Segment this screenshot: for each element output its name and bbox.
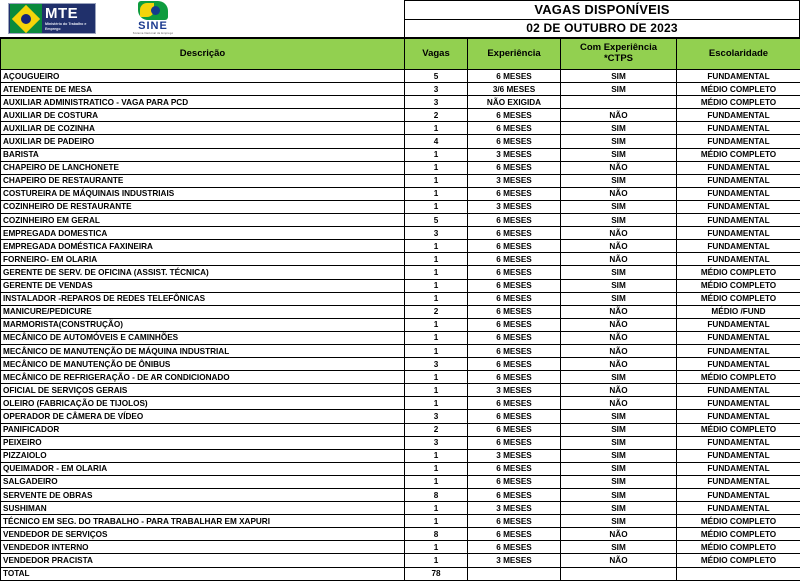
cell-vagas: 1 [405, 331, 468, 344]
cell-descricao: COZINHEIRO EM GERAL [1, 214, 405, 227]
cell-vagas: 1 [405, 187, 468, 200]
cell-vagas: 1 [405, 161, 468, 174]
cell-escolaridade: FUNDAMENTAL [677, 475, 800, 488]
page-title: VAGAS DISPONÍVEIS [405, 1, 799, 20]
cell-escolaridade: FUNDAMENTAL [677, 331, 800, 344]
ctps-header-line2: *CTPS [603, 53, 634, 64]
cell-escolaridade: MÉDIO COMPLETO [677, 541, 800, 554]
cell-escolaridade: FUNDAMENTAL [677, 397, 800, 410]
cell-descricao: SERVENTE DE OBRAS [1, 489, 405, 502]
cell-descricao: AUXILIAR DE COZINHA [1, 122, 405, 135]
table-row [1, 200, 800, 213]
cell-ctps: SIM [561, 70, 677, 83]
sine-logo [122, 1, 184, 37]
table-row [1, 214, 800, 227]
cell-experiencia: 3 MESES [468, 554, 561, 567]
table-row [1, 96, 800, 109]
cell-descricao: CHAPEIRO DE RESTAURANTE [1, 174, 405, 187]
cell-descricao: CHAPEIRO DE LANCHONETE [1, 161, 405, 174]
cell-experiencia: 3 MESES [468, 384, 561, 397]
cell-escolaridade: MÉDIO COMPLETO [677, 528, 800, 541]
cell-descricao: PANIFICADOR [1, 423, 405, 436]
cell-descricao: OPERADOR DE CÂMERA DE VÍDEO [1, 410, 405, 423]
cell-experiencia: 6 MESES [468, 397, 561, 410]
cell-vagas: 78 [405, 567, 468, 580]
cell-ctps: SIM [561, 266, 677, 279]
table-body [1, 70, 800, 581]
cell-ctps: SIM [561, 200, 677, 213]
cell-experiencia: 6 MESES [468, 70, 561, 83]
cell-escolaridade [677, 567, 800, 580]
cell-escolaridade: MÉDIO COMPLETO [677, 96, 800, 109]
cell-escolaridade: FUNDAMENTAL [677, 489, 800, 502]
cell-escolaridade: MÉDIO COMPLETO [677, 292, 800, 305]
cell-experiencia: 6 MESES [468, 214, 561, 227]
cell-escolaridade: FUNDAMENTAL [677, 410, 800, 423]
table-header [1, 39, 800, 70]
cell-ctps: SIM [561, 462, 677, 475]
cell-vagas: 1 [405, 174, 468, 187]
cell-experiencia: 6 MESES [468, 541, 561, 554]
cell-vagas: 3 [405, 436, 468, 449]
cell-experiencia: 6 MESES [468, 187, 561, 200]
cell-descricao: FORNEIRO- EM OLARIA [1, 253, 405, 266]
cell-descricao: MARMORISTA(CONSTRUÇÃO) [1, 318, 405, 331]
cell-escolaridade: FUNDAMENTAL [677, 135, 800, 148]
table-row [1, 331, 800, 344]
cell-vagas: 1 [405, 462, 468, 475]
cell-descricao: COZINHEIRO DE RESTAURANTE [1, 200, 405, 213]
cell-vagas: 4 [405, 135, 468, 148]
mte-acronym: MTE [45, 5, 79, 23]
cell-descricao: QUEIMADOR - EM OLARIA [1, 462, 405, 475]
column-header-escolaridade: Escolaridade [677, 39, 800, 70]
column-header-descricao: Descrição [1, 39, 405, 70]
cell-ctps: NÃO [561, 331, 677, 344]
cell-ctps: SIM [561, 292, 677, 305]
cell-ctps: SIM [561, 423, 677, 436]
cell-experiencia: 6 MESES [468, 161, 561, 174]
cell-descricao: PEIXEIRO [1, 436, 405, 449]
cell-ctps: NÃO [561, 358, 677, 371]
cell-descricao: OLEIRO (FABRICAÇÃO DE TIJOLOS) [1, 397, 405, 410]
cell-experiencia: 3 MESES [468, 174, 561, 187]
column-header-vagas: Vagas [405, 39, 468, 70]
brazil-flag-icon [10, 4, 42, 33]
table-row [1, 397, 800, 410]
cell-ctps: SIM [561, 122, 677, 135]
header-row [1, 39, 800, 70]
cell-experiencia: 6 MESES [468, 410, 561, 423]
cell-descricao: SUSHIMAN [1, 502, 405, 515]
cell-ctps: NÃO [561, 253, 677, 266]
cell-ctps: SIM [561, 436, 677, 449]
table-row [1, 528, 800, 541]
cell-experiencia: 6 MESES [468, 528, 561, 541]
table-row [1, 410, 800, 423]
cell-vagas: 8 [405, 528, 468, 541]
cell-ctps: NÃO [561, 397, 677, 410]
cell-ctps: SIM [561, 541, 677, 554]
cell-descricao: VENDEDOR INTERNO [1, 541, 405, 554]
column-header-experiencia: Experiência [468, 39, 561, 70]
cell-escolaridade: FUNDAMENTAL [677, 200, 800, 213]
cell-descricao: MECÂNICO DE REFRIGERAÇÃO - DE AR CONDICIONADO [1, 371, 405, 384]
cell-ctps: SIM [561, 148, 677, 161]
cell-descricao: AÇOUGUEIRO [1, 70, 405, 83]
sine-subtitle: Sistema Nacional de Emprego [132, 32, 174, 36]
cell-ctps: SIM [561, 83, 677, 96]
table-row [1, 371, 800, 384]
cell-vagas: 1 [405, 541, 468, 554]
cell-descricao: VENDEDOR DE SERVIÇOS [1, 528, 405, 541]
cell-ctps: NÃO [561, 227, 677, 240]
cell-experiencia: 6 MESES [468, 436, 561, 449]
cell-experiencia: 6 MESES [468, 331, 561, 344]
table-row [1, 462, 800, 475]
title-block [404, 0, 800, 38]
cell-vagas: 3 [405, 410, 468, 423]
cell-escolaridade: FUNDAMENTAL [677, 174, 800, 187]
cell-experiencia: 3 MESES [468, 502, 561, 515]
cell-vagas: 2 [405, 305, 468, 318]
table-row [1, 227, 800, 240]
cell-experiencia: 3 MESES [468, 200, 561, 213]
table-row [1, 423, 800, 436]
cell-descricao: COSTUREIRA DE MÁQUINAIS INDUSTRIAIS [1, 187, 405, 200]
cell-experiencia: 6 MESES [468, 253, 561, 266]
table-row [1, 174, 800, 187]
cell-descricao: TOTAL [1, 567, 405, 580]
cell-escolaridade: FUNDAMENTAL [677, 240, 800, 253]
vacancies-table [0, 38, 800, 581]
cell-vagas: 1 [405, 515, 468, 528]
cell-vagas: 2 [405, 109, 468, 122]
cell-ctps: NÃO [561, 318, 677, 331]
cell-vagas: 8 [405, 489, 468, 502]
column-header-com-experiencia-ctps [561, 39, 677, 70]
cell-descricao: MECÂNICO DE AUTOMÓVEIS E CAMINHÕES [1, 331, 405, 344]
table-row [1, 515, 800, 528]
cell-experiencia: 3/6 MESES [468, 83, 561, 96]
cell-ctps: SIM [561, 449, 677, 462]
table-row [1, 436, 800, 449]
cell-experiencia [468, 567, 561, 580]
cell-ctps: SIM [561, 135, 677, 148]
cell-experiencia: 6 MESES [468, 423, 561, 436]
cell-experiencia: 6 MESES [468, 109, 561, 122]
cell-escolaridade: MÉDIO COMPLETO [677, 515, 800, 528]
cell-descricao: GERENTE DE VENDAS [1, 279, 405, 292]
cell-escolaridade: MÉDIO COMPLETO [677, 554, 800, 567]
cell-experiencia: 6 MESES [468, 122, 561, 135]
table-row [1, 358, 800, 371]
cell-experiencia: 6 MESES [468, 475, 561, 488]
cell-vagas: 1 [405, 266, 468, 279]
cell-experiencia: NÃO EXIGIDA [468, 96, 561, 109]
cell-ctps: NÃO [561, 187, 677, 200]
sine-name: SINE [138, 20, 168, 32]
cell-vagas: 1 [405, 344, 468, 357]
cell-vagas: 1 [405, 200, 468, 213]
cell-experiencia: 6 MESES [468, 305, 561, 318]
cell-descricao: AUXILIAR ADMINISTRATICO - VAGA PARA PCD [1, 96, 405, 109]
cell-escolaridade: MÉDIO COMPLETO [677, 83, 800, 96]
cell-descricao: MECÂNICO DE MANUTENÇÃO DE ÔNIBUS [1, 358, 405, 371]
table-row [1, 318, 800, 331]
table-row [1, 475, 800, 488]
cell-escolaridade: FUNDAMENTAL [677, 187, 800, 200]
table-row [1, 83, 800, 96]
cell-escolaridade: FUNDAMENTAL [677, 384, 800, 397]
cell-ctps: SIM [561, 410, 677, 423]
document-banner [0, 0, 800, 38]
cell-ctps: SIM [561, 475, 677, 488]
cell-escolaridade: FUNDAMENTAL [677, 462, 800, 475]
cell-ctps: NÃO [561, 305, 677, 318]
cell-experiencia: 6 MESES [468, 358, 561, 371]
cell-vagas: 1 [405, 318, 468, 331]
cell-vagas: 1 [405, 148, 468, 161]
cell-vagas: 1 [405, 122, 468, 135]
cell-vagas: 1 [405, 554, 468, 567]
cell-ctps [561, 96, 677, 109]
table-row [1, 161, 800, 174]
cell-experiencia: 6 MESES [468, 240, 561, 253]
mte-subtitle: Ministério do Trabalho e Emprego [45, 22, 87, 31]
cell-experiencia: 6 MESES [468, 371, 561, 384]
cell-ctps: NÃO [561, 240, 677, 253]
cell-ctps: SIM [561, 489, 677, 502]
cell-descricao: EMPREGADA DOMÉSTICA FAXINEIRA [1, 240, 405, 253]
cell-escolaridade: FUNDAMENTAL [677, 122, 800, 135]
cell-escolaridade: FUNDAMENTAL [677, 227, 800, 240]
cell-experiencia: 6 MESES [468, 489, 561, 502]
cell-experiencia: 6 MESES [468, 135, 561, 148]
cell-experiencia: 6 MESES [468, 266, 561, 279]
cell-descricao: INSTALADOR -REPAROS DE REDES TELEFÔNICAS [1, 292, 405, 305]
table-row [1, 541, 800, 554]
cell-vagas: 5 [405, 70, 468, 83]
cell-descricao: MANICURE/PEDICURE [1, 305, 405, 318]
cell-ctps: NÃO [561, 528, 677, 541]
cell-descricao: ATENDENTE DE MESA [1, 83, 405, 96]
cell-escolaridade: FUNDAMENTAL [677, 253, 800, 266]
table-row [1, 489, 800, 502]
cell-escolaridade: FUNDAMENTAL [677, 318, 800, 331]
cell-experiencia: 6 MESES [468, 344, 561, 357]
cell-ctps: SIM [561, 502, 677, 515]
cell-experiencia: 3 MESES [468, 449, 561, 462]
cell-descricao: MECÂNICO DE MANUTENÇÃO DE MÁQUINA INDUSTRIAL [1, 344, 405, 357]
ctps-header-line1: Com Experiência [579, 42, 658, 54]
cell-ctps: SIM [561, 214, 677, 227]
cell-vagas: 1 [405, 292, 468, 305]
cell-experiencia: 3 MESES [468, 148, 561, 161]
cell-ctps: SIM [561, 279, 677, 292]
cell-escolaridade: FUNDAMENTAL [677, 109, 800, 122]
cell-escolaridade: MÉDIO COMPLETO [677, 279, 800, 292]
cell-escolaridade: FUNDAMENTAL [677, 70, 800, 83]
cell-escolaridade: FUNDAMENTAL [677, 502, 800, 515]
cell-experiencia: 6 MESES [468, 279, 561, 292]
table-row [1, 135, 800, 148]
cell-ctps: NÃO [561, 384, 677, 397]
cell-experiencia: 6 MESES [468, 462, 561, 475]
table-row [1, 253, 800, 266]
cell-descricao: TÉCNICO EM SEG. DO TRABALHO - PARA TRABALHAR EM XAPURI [1, 515, 405, 528]
cell-descricao: OFICIAL DE SERVIÇOS GERAIS [1, 384, 405, 397]
cell-descricao: PIZZAIOLO [1, 449, 405, 462]
table-row [1, 449, 800, 462]
page-date: 02 DE OUTUBRO DE 2023 [405, 20, 799, 39]
table-row [1, 122, 800, 135]
cell-escolaridade: MÉDIO COMPLETO [677, 423, 800, 436]
cell-ctps [561, 567, 677, 580]
cell-descricao: EMPREGADA DOMESTICA [1, 227, 405, 240]
table-row [1, 109, 800, 122]
cell-vagas: 1 [405, 371, 468, 384]
cell-descricao: AUXILIAR DE PADEIRO [1, 135, 405, 148]
cell-vagas: 1 [405, 253, 468, 266]
table-row [1, 344, 800, 357]
cell-vagas: 1 [405, 397, 468, 410]
cell-experiencia: 6 MESES [468, 318, 561, 331]
table-row [1, 554, 800, 567]
cell-escolaridade: MÉDIO COMPLETO [677, 266, 800, 279]
table-row [1, 305, 800, 318]
cell-ctps: NÃO [561, 344, 677, 357]
cell-vagas: 3 [405, 83, 468, 96]
cell-descricao: GERENTE DE SERV. DE OFICINA (ASSIST. TÉCNICA) [1, 266, 405, 279]
cell-escolaridade: FUNDAMENTAL [677, 214, 800, 227]
cell-escolaridade: MÉDIO COMPLETO [677, 148, 800, 161]
cell-escolaridade: FUNDAMENTAL [677, 344, 800, 357]
table-total-row [1, 567, 800, 580]
cell-vagas: 1 [405, 475, 468, 488]
table-row [1, 187, 800, 200]
cell-vagas: 3 [405, 96, 468, 109]
cell-descricao: AUXILIAR DE COSTURA [1, 109, 405, 122]
cell-vagas: 1 [405, 279, 468, 292]
cell-descricao: BARISTA [1, 148, 405, 161]
table-row [1, 292, 800, 305]
cell-escolaridade: MÉDIO COMPLETO [677, 371, 800, 384]
cell-vagas: 2 [405, 423, 468, 436]
cell-vagas: 1 [405, 240, 468, 253]
cell-ctps: NÃO [561, 109, 677, 122]
logo-area [0, 0, 404, 38]
cell-descricao: VENDEDOR PRACISTA [1, 554, 405, 567]
cell-vagas: 1 [405, 449, 468, 462]
cell-ctps: SIM [561, 371, 677, 384]
cell-vagas: 3 [405, 358, 468, 371]
table-row [1, 384, 800, 397]
cell-experiencia: 6 MESES [468, 515, 561, 528]
cell-vagas: 3 [405, 227, 468, 240]
cell-ctps: SIM [561, 515, 677, 528]
table-row [1, 240, 800, 253]
cell-ctps: SIM [561, 174, 677, 187]
cell-escolaridade: MÉDIO /FUND [677, 305, 800, 318]
cell-vagas: 5 [405, 214, 468, 227]
table-row [1, 279, 800, 292]
table-row [1, 502, 800, 515]
cell-ctps: NÃO [561, 161, 677, 174]
cell-vagas: 1 [405, 502, 468, 515]
cell-experiencia: 6 MESES [468, 227, 561, 240]
cell-escolaridade: FUNDAMENTAL [677, 436, 800, 449]
cell-descricao: SALGADEIRO [1, 475, 405, 488]
cell-experiencia: 6 MESES [468, 292, 561, 305]
table-row [1, 148, 800, 161]
cell-escolaridade: FUNDAMENTAL [677, 358, 800, 371]
cell-vagas: 1 [405, 384, 468, 397]
cell-escolaridade: FUNDAMENTAL [677, 161, 800, 174]
cell-ctps: NÃO [561, 554, 677, 567]
sine-mark-icon [138, 1, 168, 20]
table-row [1, 70, 800, 83]
cell-escolaridade: FUNDAMENTAL [677, 449, 800, 462]
mte-logo [8, 3, 96, 34]
table-row [1, 266, 800, 279]
